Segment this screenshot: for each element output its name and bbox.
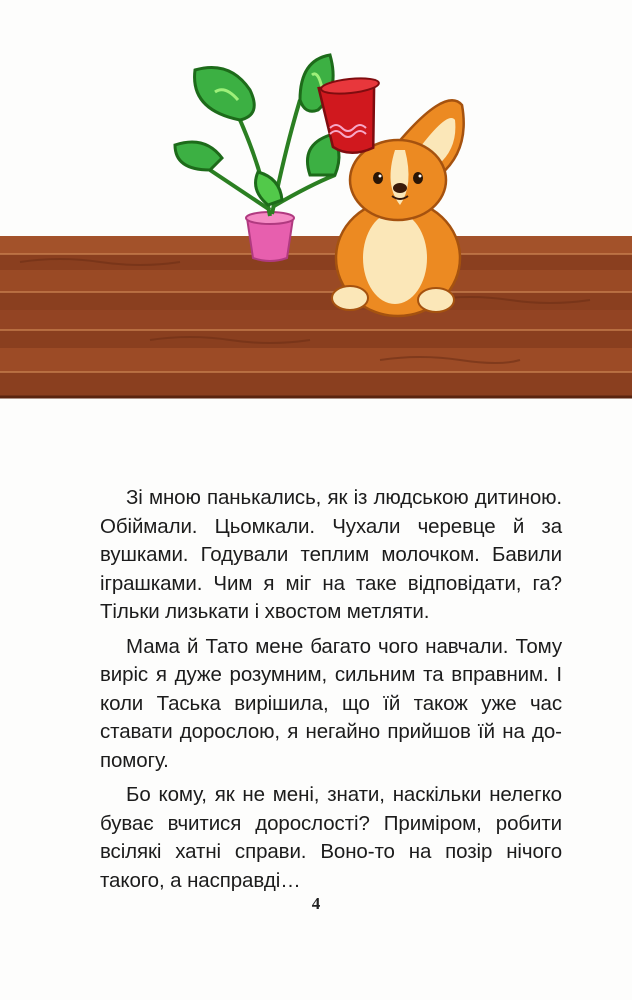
wooden-floor [0,236,632,398]
story-paragraph-2: Мама й Тато мене багато чого навчали. Тому виріс я дуже розумним, сильним та вправним. І коли Таська вирішила, що їй також уже час ставати дорослою, я негайно прийшов їй на допомогу. [100,634,562,772]
corgi-scene-image [0,0,632,400]
corgi-puppy [318,76,463,316]
story-illustration [0,0,632,400]
potted-plant [175,55,339,261]
story-paragraph-1: Зі мною панькались, як із людською дитиною. Обіймали. Цьомкали. Чухали черевце й за вушками. Годували теплим молочком. Бавили іграшками. Чим я міг на таке відповідати, га? Тільки лизькати і хвостом метляти. [100,486,562,623]
story-paragraph-3: Бо кому, як не мені, знати, наскільки нелегко буває вчитися дорослості? Приміром, робити всілякі хатні справи. Воно-то на позір нічого такого, а насправді… [100,783,562,892]
page-number: 4 [311,894,321,913]
story-text [100,484,562,901]
